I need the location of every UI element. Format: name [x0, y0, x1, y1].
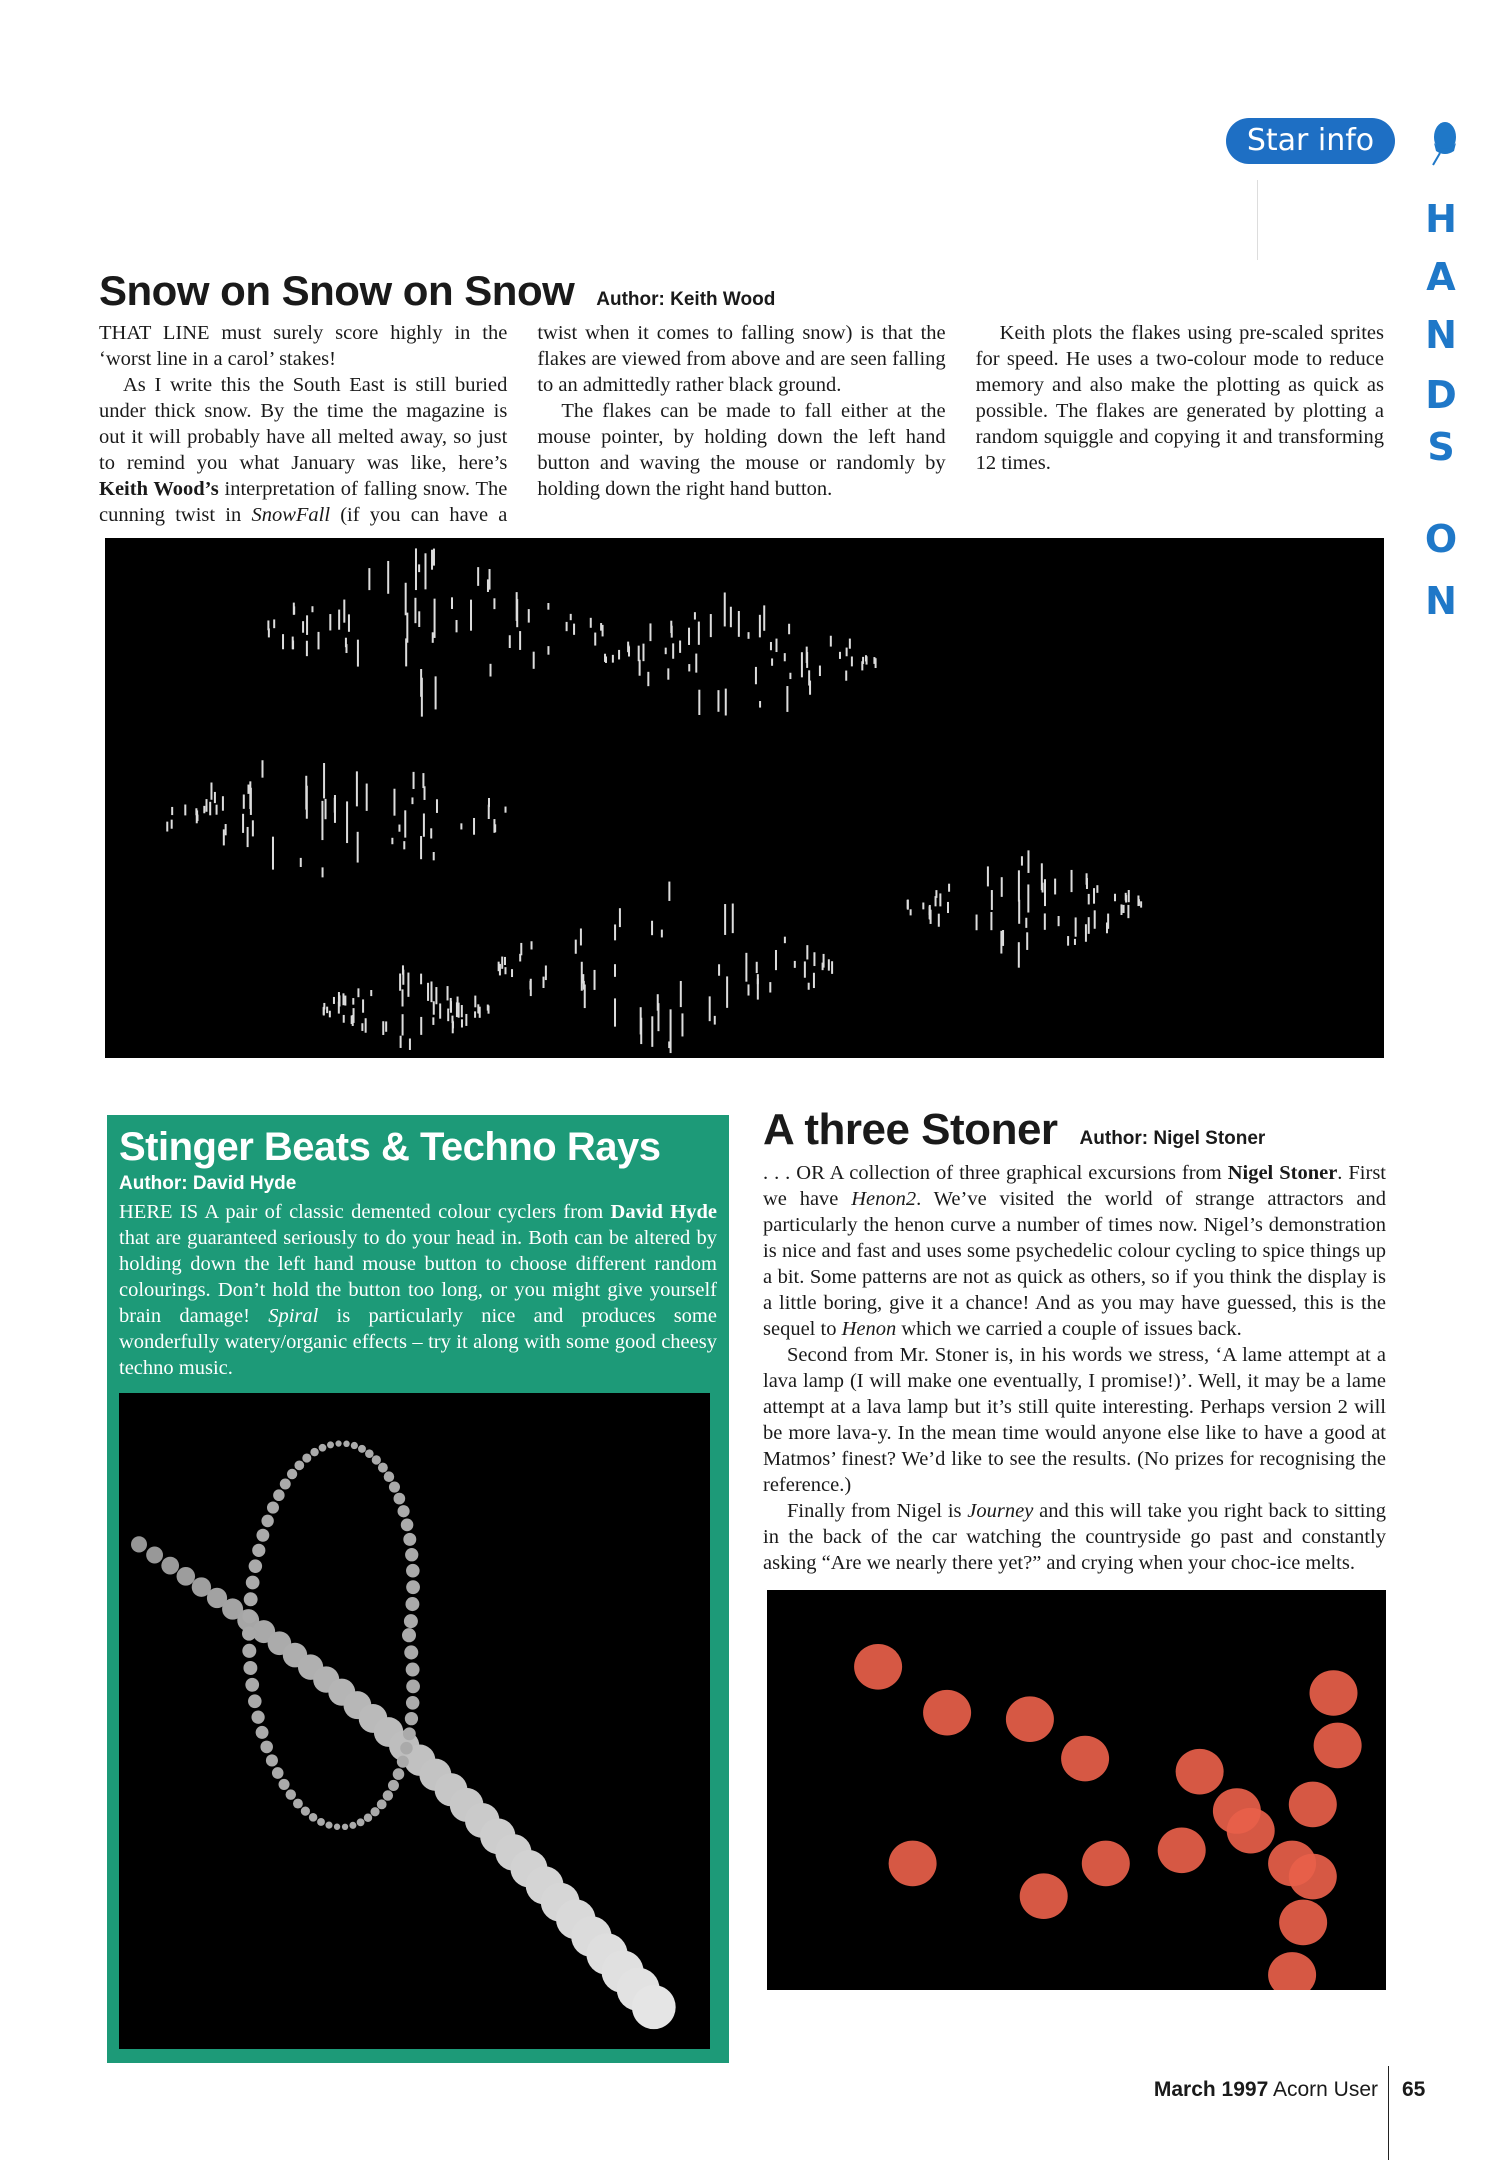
- spiral-dot: [335, 1440, 341, 1446]
- spiral-dot: [260, 1741, 273, 1754]
- spiral-dot: [244, 1592, 258, 1606]
- lava-lamp-screenshot: [767, 1590, 1386, 1990]
- side-tab-letter: S: [1427, 425, 1455, 469]
- spiral-dot: [293, 1799, 303, 1809]
- paragraph: [119, 1199, 717, 1381]
- lava-blob: [1289, 1782, 1337, 1828]
- spiral-dot: [256, 1529, 269, 1542]
- lava-blob: [1061, 1736, 1109, 1782]
- text-run: Finally from Nigel is: [787, 1500, 968, 1523]
- footer-divider: [1388, 2066, 1389, 2160]
- spiral-dot: [325, 1822, 332, 1829]
- spiral-dot: [273, 1489, 284, 1501]
- article-body: [119, 1199, 717, 1381]
- lava-blob: [923, 1690, 971, 1736]
- snowfall-screenshot: [105, 538, 1384, 1058]
- side-tab-letter: N: [1425, 313, 1457, 357]
- spiral-dot: [256, 1726, 269, 1739]
- italic-text: Journey: [967, 1500, 1034, 1523]
- spiral-dot: [406, 1564, 420, 1578]
- lava-blob: [1020, 1874, 1068, 1920]
- text-run: As I write this the South East is still buried under thick snow. By the time the magazine is out it will probably have all melted away, so just to remind you what January was like, here’s: [99, 374, 508, 475]
- text-run: Keith plots the flakes using pre-scaled sprites for speed. He uses a two-colour mode to reduce memory and also make the plotting as quick as possible. The flakes are generated by plotting a random squiggle and copying it and transforming 12 times.: [975, 322, 1384, 475]
- spiral-dot: [245, 1678, 259, 1692]
- paragraph: [763, 1160, 1386, 1342]
- article-author: Author: Nigel Stoner: [1079, 1128, 1266, 1149]
- bold-text: Nigel Stoner: [1227, 1162, 1338, 1185]
- spiral-dot: [294, 1460, 304, 1470]
- paragraph: [537, 398, 945, 502]
- spiral-dot: [161, 1557, 179, 1575]
- text-run: Second from Mr. Stoner is, in his words we stress, ‘A lame attempt at a lava lamp (I will make one eventually, I promise!)’. Well, it may be a lame attempt at a lava lamp but it’s still quite interesting. Perhaps version 2 will be more lava-y. In the mean time would anyone else like to have a good at Matmos’ finest? We’d like to see the results. (No prizes for recognising the reference.): [763, 1344, 1386, 1497]
- lava-blob: [854, 1644, 902, 1690]
- spiral-dot: [406, 1580, 420, 1594]
- article-author: Author: Keith Wood: [596, 289, 776, 310]
- spiral-dot: [377, 1799, 387, 1809]
- text-run: . First we have: [763, 1162, 1386, 1211]
- lava-blob: [1279, 1900, 1327, 1946]
- spiral-dot: [389, 1481, 400, 1492]
- side-tab-letter: H: [1425, 197, 1457, 241]
- spiral-dot: [365, 1449, 374, 1458]
- spiral-dot: [252, 1544, 265, 1557]
- spiral-dot: [131, 1536, 147, 1552]
- snowflake: [907, 851, 1142, 968]
- article-heading: [99, 268, 1384, 314]
- text-run: The flakes can be made to fall either at the mouse pointer, by holding down the left hand button and waving the mouse or randomly by holding down the right hand button.: [537, 400, 946, 501]
- divider: [1257, 180, 1258, 260]
- spiral-dot: [177, 1567, 196, 1586]
- text-run: is particularly nice and produces some wonderfully watery/organic effects – try it along with some good cheesy techno music.: [119, 1305, 717, 1379]
- section-badge: Star info: [1226, 118, 1395, 164]
- paragraph: [976, 320, 1384, 476]
- spiral-dot: [406, 1679, 420, 1693]
- spiral-dot: [388, 1780, 399, 1791]
- spiral-dot: [393, 1768, 405, 1780]
- acorn-logo-icon: [1430, 121, 1460, 167]
- spiral-dot: [343, 1441, 349, 1448]
- lava-blob: [1158, 1828, 1206, 1874]
- text-run: HERE IS A pair of classic demented colour cyclers from: [119, 1201, 611, 1223]
- side-tab-letter: A: [1426, 255, 1456, 299]
- issue-date: March 1997: [1153, 2078, 1269, 2101]
- bold-text: David Hyde: [610, 1201, 717, 1223]
- spiral-dot: [406, 1696, 419, 1710]
- lava-blob: [1082, 1841, 1130, 1887]
- spiral-dot: [327, 1441, 334, 1448]
- spiral-dot: [403, 1533, 416, 1546]
- spiral-dot: [398, 1505, 410, 1517]
- article-body: [763, 1160, 1386, 1576]
- spiral-dot: [248, 1694, 262, 1708]
- spiral-dot: [358, 1445, 366, 1453]
- page-footer: [1154, 2078, 1378, 2102]
- lava-blob: [1176, 1749, 1224, 1795]
- snowflake: [604, 593, 877, 716]
- page-number: 65: [1402, 2078, 1426, 2101]
- spiral-dot: [287, 1469, 297, 1479]
- spiral-dot: [405, 1597, 419, 1611]
- snowflake: [166, 760, 506, 877]
- magazine-name: Acorn User: [1272, 2078, 1378, 2101]
- spiral-dot: [384, 1471, 395, 1482]
- spiral-dot: [405, 1712, 418, 1725]
- spiral-dot: [402, 1628, 416, 1642]
- spiral-dot: [319, 1444, 327, 1452]
- spiral-dot: [632, 1985, 676, 2029]
- lava-blob: [1227, 1808, 1275, 1854]
- paragraph: [99, 320, 507, 372]
- lava-blob: [1268, 1952, 1316, 1990]
- text-run: (if you can have a twist when it comes to falling snow) is that the flakes are viewed from above and are seen falling to an admittedly rather black ground.: [330, 322, 946, 527]
- spiral-dot: [370, 1807, 379, 1816]
- spiral-dot: [272, 1767, 284, 1779]
- spiral-dot: [351, 1442, 358, 1449]
- spiral-dot: [251, 1710, 264, 1723]
- spiral-dot: [266, 1754, 278, 1766]
- spiral-dot: [243, 1661, 257, 1675]
- spiral-dot: [317, 1818, 325, 1826]
- text-run: which we carried a couple of issues back.: [896, 1318, 1242, 1341]
- italic-text: Spiral: [268, 1305, 319, 1327]
- spiral-dot: [378, 1463, 388, 1473]
- text-run: . . . OR A collection of three graphical excursions from: [763, 1162, 1228, 1185]
- text-run: THAT LINE must surely score highly in the ‘worst line in a carol’ stakes!: [99, 322, 508, 371]
- italic-text: Henon: [841, 1318, 897, 1341]
- spiral-dot: [267, 1502, 279, 1514]
- stinger-box: [107, 1115, 729, 2063]
- text-run: that are guaranteed seriously to do your head in. Both can be altered by holding down the left hand mouse button to choose different random colourings. Don’t hold the button too long, or you might give yourself brain damage!: [119, 1227, 717, 1327]
- article-author: Author: David Hyde: [119, 1173, 297, 1194]
- snowflake: [498, 882, 833, 1054]
- stoner-article: [763, 1106, 1386, 1990]
- spiral-dot: [249, 1559, 262, 1573]
- lava-blob: [1310, 1671, 1358, 1717]
- spiral-screenshot: [119, 1393, 710, 2049]
- text-run: interpretation of falling snow. The cunning twist in: [99, 478, 508, 527]
- spiral-dot: [406, 1663, 420, 1677]
- side-tab-letter: N: [1425, 579, 1457, 623]
- spiral-dot: [309, 1813, 318, 1822]
- spiral-dot: [310, 1448, 318, 1456]
- spiral-dot: [349, 1822, 356, 1829]
- lava-blob: [1314, 1723, 1362, 1769]
- side-tab-letter: O: [1424, 517, 1458, 561]
- snowflake: [323, 966, 490, 1051]
- spiral-dot: [302, 1453, 311, 1462]
- italic-text: SnowFall: [251, 504, 331, 527]
- spiral-dot: [261, 1515, 273, 1528]
- spiral-dot: [394, 1493, 406, 1505]
- lava-blob: [1006, 1697, 1054, 1743]
- snowflake: [267, 549, 603, 717]
- snow-article: [99, 268, 1384, 1058]
- spiral-dot: [246, 1576, 260, 1590]
- spiral-dot: [403, 1727, 416, 1740]
- spiral-dot: [342, 1824, 348, 1830]
- spiral-dot: [280, 1479, 291, 1490]
- spiral-dot: [242, 1609, 256, 1623]
- spiral-dot: [383, 1790, 393, 1800]
- spiral-dot: [242, 1644, 256, 1658]
- paragraph: [763, 1342, 1386, 1498]
- text-run: . We’ve visited the world of strange attractors and particularly the henon curve a number of times now. Nigel’s demonstration is nice and fast and uses some psychedelic colour cycling to spice things up a bit. Some patterns are not as quick as others, so if you think the display is a little boring, give it a chance! And as you may have guessed, this is the sequel to: [763, 1188, 1386, 1341]
- spiral-dot: [372, 1455, 381, 1464]
- spiral-dot: [400, 1742, 412, 1755]
- article-body: [99, 320, 1384, 528]
- spiral-dot: [397, 1756, 409, 1768]
- lava-blob: [889, 1841, 937, 1887]
- spiral-dot: [242, 1627, 256, 1641]
- article-title: Stinger Beats & Techno Rays: [119, 1125, 661, 1169]
- spiral-dot: [404, 1614, 418, 1628]
- article-heading: [763, 1106, 1386, 1154]
- article-title: A three Stoner: [763, 1105, 1058, 1154]
- spiral-dot: [357, 1818, 365, 1826]
- spiral-dot: [364, 1814, 372, 1823]
- side-tab-letter: D: [1425, 373, 1457, 417]
- bold-text: Keith Wood’s: [99, 478, 219, 501]
- spiral-dot: [279, 1779, 290, 1790]
- paragraph: [763, 1498, 1386, 1576]
- spiral-dot: [301, 1807, 310, 1816]
- article-title: Snow on Snow on Snow: [99, 267, 575, 314]
- spiral-dot: [405, 1548, 418, 1561]
- spiral-dot: [404, 1645, 418, 1659]
- text-run: and this will take you right back to sitting in the back of the car watching the countryside go past and constantly asking “Are we nearly there yet?” and crying when your choc-ice melts.: [763, 1500, 1387, 1575]
- spiral-dot: [146, 1546, 163, 1563]
- spiral-dot: [286, 1789, 296, 1800]
- spiral-dot: [401, 1519, 414, 1532]
- lava-blob: [1268, 1841, 1316, 1887]
- spiral-dot: [334, 1824, 340, 1830]
- italic-text: Henon2: [851, 1188, 917, 1211]
